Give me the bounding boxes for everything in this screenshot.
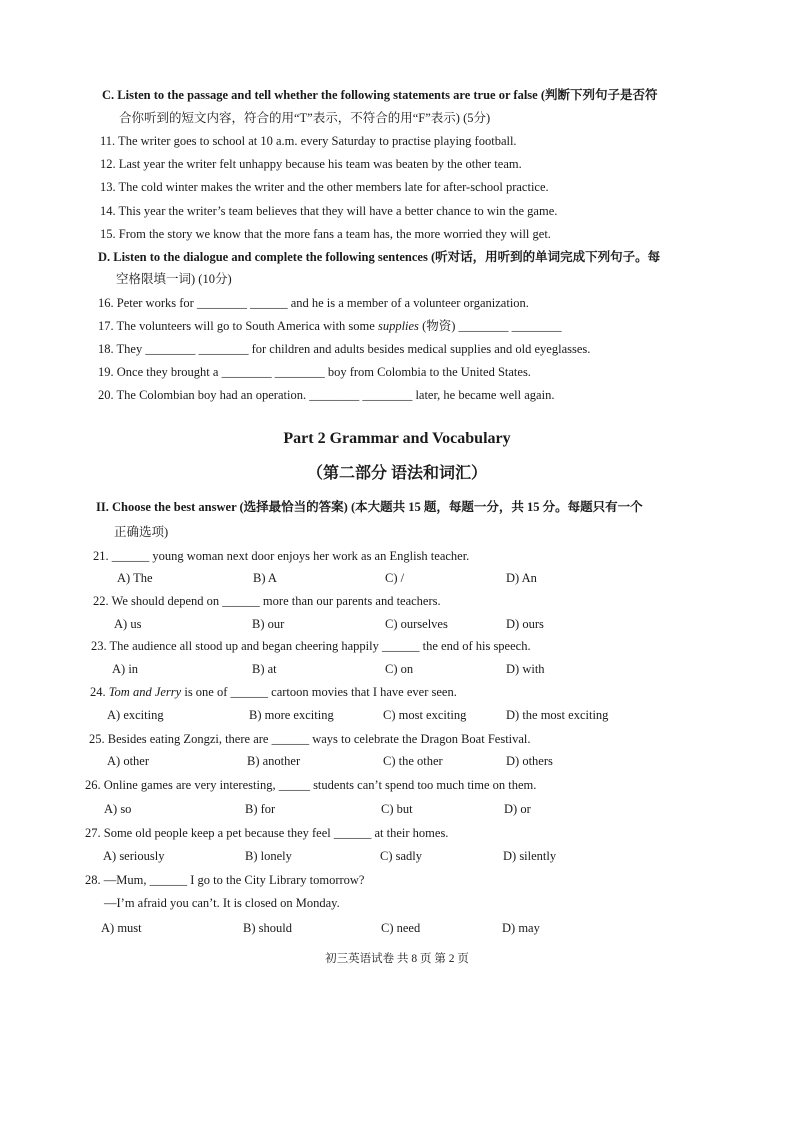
question-14: 14. This year the writer’s team believes that they will have a better chance to win the game. bbox=[100, 204, 558, 218]
section-ii-heading: II. Choose the best answer (选择最恰当的答案) (本大题共 15 题，每题一分，共 15 分。每题只有一个 bbox=[96, 500, 643, 514]
question-24-number: 24. bbox=[90, 685, 109, 699]
question-16: 16. Peter works for ________ ______ and he is a member of a volunteer organization. bbox=[98, 296, 529, 310]
q21-option-d: D) An bbox=[506, 571, 537, 585]
q26-option-b: B) for bbox=[245, 802, 276, 816]
question-19: 19. Once they brought a ________ ________ boy from Colombia to the United States. bbox=[98, 365, 531, 379]
question-23: 23. The audience all stood up and began cheering happily ______ the end of his speech. bbox=[91, 639, 531, 653]
q24-option-a: A) exciting bbox=[107, 708, 164, 722]
q22-option-b: B) our bbox=[252, 617, 285, 631]
q28-option-b: B) should bbox=[243, 921, 292, 935]
part-2-title: Part 2 Grammar and Vocabulary bbox=[283, 430, 511, 447]
q28-option-a: A) must bbox=[101, 921, 142, 935]
q25-option-c: C) the other bbox=[383, 754, 443, 768]
question-18: 18. They ________ ________ for children and adults besides medical supplies and old eyeglasses. bbox=[98, 342, 591, 356]
q27-option-c: C) sadly bbox=[380, 849, 423, 863]
q21-option-a: A) The bbox=[117, 571, 153, 585]
q22-option-d: D) ours bbox=[506, 617, 544, 631]
question-11: 11. The writer goes to school at 10 a.m. every Saturday to practise playing football. bbox=[100, 134, 517, 148]
question-20: 20. The Colombian boy had an operation. ________ ________ later, he became well again. bbox=[98, 388, 555, 402]
q21-option-b: B) A bbox=[253, 571, 277, 585]
q23-option-d: D) with bbox=[506, 662, 545, 676]
q21-option-c: C) / bbox=[385, 571, 405, 585]
q27-option-b: B) lonely bbox=[245, 849, 292, 863]
q28-option-c: C) need bbox=[381, 921, 421, 935]
part-2-subtitle: （第二部分 语法和词汇） bbox=[306, 465, 487, 482]
question-12: 12. Last year the writer felt unhappy because his team was beaten by the other team. bbox=[100, 157, 522, 171]
question-15: 15. From the story we know that the more fans a team has, the more worried they will get. bbox=[100, 227, 551, 241]
question-22: 22. We should depend on ______ more than our parents and teachers. bbox=[93, 594, 441, 608]
q22-option-c: C) ourselves bbox=[385, 617, 448, 631]
question-27: 27. Some old people keep a pet because they feel ______ at their homes. bbox=[85, 826, 449, 840]
question-26: 26. Online games are very interesting, _____ students can’t spend too much time on them. bbox=[85, 778, 537, 792]
question-28-reply: —I’m afraid you can’t. It is closed on Monday. bbox=[104, 896, 340, 910]
question-24-italic: Tom and Jerry bbox=[108, 685, 182, 699]
q23-option-a: A) in bbox=[112, 662, 139, 676]
question-21: 21. ______ young woman next door enjoys her work as an English teacher. bbox=[93, 549, 470, 563]
question-28: 28. —Mum, ______ I go to the City Library tomorrow? bbox=[85, 873, 365, 887]
q22-option-a: A) us bbox=[114, 617, 142, 631]
q24-option-d: D) the most exciting bbox=[506, 708, 609, 722]
section-c-heading-cont: 合你听到的短文内容，符合的用“T”表示，不符合的用“F”表示) (5分) bbox=[119, 111, 491, 125]
section-c-heading: C. Listen to the passage and tell whether the following statements are true or false (判断下列句子是否符 bbox=[102, 88, 658, 102]
section-ii-heading-cont: 正确选项) bbox=[114, 525, 169, 539]
question-17-text-a: 17. The volunteers will go to South America with some bbox=[98, 319, 378, 333]
q25-option-b: B) another bbox=[247, 754, 301, 768]
q23-option-b: B) at bbox=[252, 662, 277, 676]
question-17-italic: supplies bbox=[377, 319, 419, 333]
section-d-heading-cont: 空格限填一词) (10分) bbox=[116, 272, 232, 286]
question-24-text: is one of ______ cartoon movies that I have ever seen. bbox=[181, 685, 457, 699]
q27-option-d: D) silently bbox=[503, 849, 557, 863]
q24-option-b: B) more exciting bbox=[249, 708, 334, 722]
question-24 bbox=[90, 686, 457, 699]
q26-option-d: D) or bbox=[504, 802, 531, 816]
q25-option-d: D) others bbox=[506, 754, 553, 768]
q27-option-a: A) seriously bbox=[103, 849, 165, 863]
q23-option-c: C) on bbox=[385, 662, 414, 676]
section-d-heading: D. Listen to the dialogue and complete the following sentences (听对话，用听到的单词完成下列句子。每 bbox=[98, 250, 661, 264]
page-footer: 初三英语试卷 共 8 页 第 2 页 bbox=[325, 953, 469, 965]
question-25: 25. Besides eating Zongzi, there are ______ ways to celebrate the Dragon Boat Festival. bbox=[89, 732, 531, 746]
question-17-text-b: (物资) ________ ________ bbox=[418, 319, 562, 333]
q26-option-c: C) but bbox=[381, 802, 413, 816]
question-17 bbox=[98, 320, 562, 333]
q28-option-d: D) may bbox=[502, 921, 540, 935]
q25-option-a: A) other bbox=[107, 754, 149, 768]
q24-option-c: C) most exciting bbox=[383, 708, 467, 722]
question-13: 13. The cold winter makes the writer and the other members late for after-school practice. bbox=[100, 180, 549, 194]
q26-option-a: A) so bbox=[104, 802, 132, 816]
